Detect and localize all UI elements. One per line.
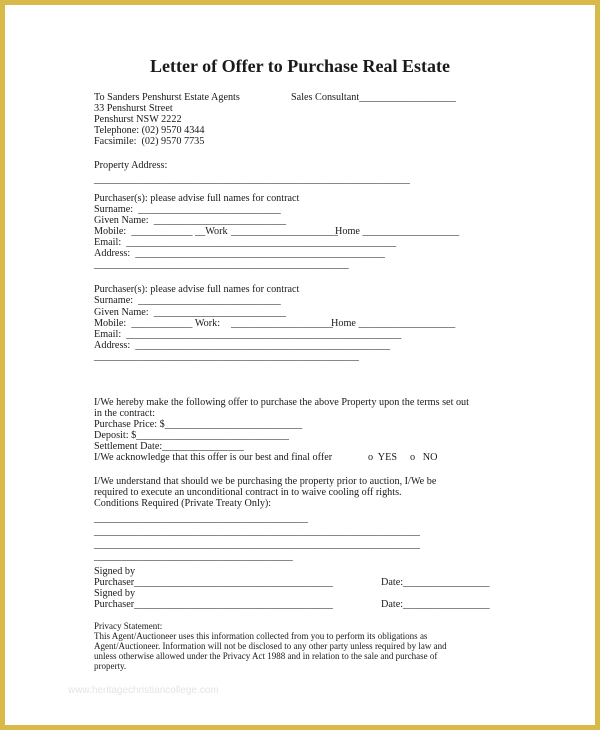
purchaser1-email: Email: _____________________________________________________	[94, 237, 397, 248]
agent-suburb: Penshurst NSW 2222	[94, 114, 182, 125]
date-field-1: Date:_________________	[381, 577, 490, 588]
signed-by-label-2: Signed by	[94, 588, 136, 599]
acknowledge-statement: I/We acknowledge that this offer is our best and final offer	[94, 452, 333, 463]
conditions-line3: ________________________________________________________________	[94, 539, 420, 550]
purchaser1-home: Home ___________________	[335, 226, 460, 237]
purchaser2-address2: ____________________________________________________	[94, 351, 359, 362]
purchaser2-heading: Purchaser(s): please advise full names for contract	[94, 284, 300, 295]
privacy-line2: Agent/Auctioneer. Information will not be disclosed to any other party unless required by law and	[94, 641, 447, 651]
privacy-line4: property.	[94, 661, 127, 671]
conditions-line2: ________________________________________________________________	[94, 526, 420, 537]
privacy-line3: unless otherwise allowed under the Privacy Act 1988 and in relation to the sale and purchase of	[94, 651, 438, 661]
agent-name: To Sanders Penshurst Estate Agents	[94, 92, 240, 103]
conditions-label: Conditions Required (Private Treaty Only):	[94, 498, 272, 509]
privacy-line1: This Agent/Auctioneer uses this information collected from you to perform its obligations as	[94, 631, 428, 641]
purchaser2-mobile: Mobile: ____________ Work:	[94, 318, 221, 329]
agent-street: 33 Penshurst Street	[94, 103, 173, 114]
agent-telephone: Telephone: (02) 9570 4344	[94, 125, 205, 136]
yes-option[interactable]: o YES	[368, 452, 398, 463]
purchaser1-surname: Surname: ____________________________	[94, 204, 281, 215]
agent-facsimile: Facsimile: (02) 9570 7735	[94, 136, 205, 147]
signed-by-label-1: Signed by	[94, 566, 136, 577]
settlement-date: Settlement Date:________________	[94, 441, 244, 452]
privacy-heading: Privacy Statement:	[94, 621, 163, 631]
purchaser-signature-2: Purchaser_______________________________________	[94, 599, 333, 610]
purchaser1-mobile: Mobile: ____________ __Work	[94, 226, 228, 237]
purchaser2-surname: Surname: ____________________________	[94, 295, 281, 306]
purchaser2-address: Address: __________________________________________________	[94, 340, 390, 351]
property-address-label: Property Address:	[94, 160, 168, 171]
purchaser1-heading: Purchaser(s): please advise full names for contract	[94, 193, 300, 204]
purchaser1-address: Address: _________________________________________________	[94, 248, 385, 259]
purchaser1-address2: __________________________________________________	[94, 259, 349, 270]
purchaser-signature-1: Purchaser_______________________________________	[94, 577, 333, 588]
purchaser2-work-line: ____________________	[231, 318, 333, 329]
conditions-line1: __________________________________________	[94, 513, 308, 524]
document-title: Letter of Offer to Purchase Real Estate	[150, 56, 450, 76]
deposit: Deposit: $______________________________	[94, 430, 289, 441]
sales-consultant-field: Sales Consultant___________________	[291, 92, 456, 103]
conditions-line4: _______________________________________	[94, 551, 293, 562]
watermark: www.heritagechristiancollege.com	[68, 685, 219, 696]
purchaser2-email: Email: ______________________________________________________	[94, 329, 402, 340]
date-field-2: Date:_________________	[381, 599, 490, 610]
no-option[interactable]: o NO	[410, 452, 438, 463]
purchase-price: Purchase Price: $___________________________	[94, 419, 303, 430]
offer-line2: in the contract:	[94, 408, 156, 419]
property-address-line: ______________________________________________________________	[94, 174, 410, 185]
purchaser2-given-name: Given Name: __________________________	[94, 307, 287, 318]
purchaser1-given-name: Given Name: __________________________	[94, 215, 287, 226]
purchaser1-work-line: _____________________	[231, 226, 338, 237]
auction-line1: I/We understand that should we be purchasing the property prior to auction, I/We be	[94, 476, 437, 487]
document-page	[5, 5, 595, 725]
purchaser2-home: Home ___________________	[331, 318, 456, 329]
auction-line2: required to execute an unconditional contract in to waive cooling off rights.	[94, 487, 402, 498]
offer-line1: I/We hereby make the following offer to purchase the above Property upon the terms set out	[94, 397, 469, 408]
